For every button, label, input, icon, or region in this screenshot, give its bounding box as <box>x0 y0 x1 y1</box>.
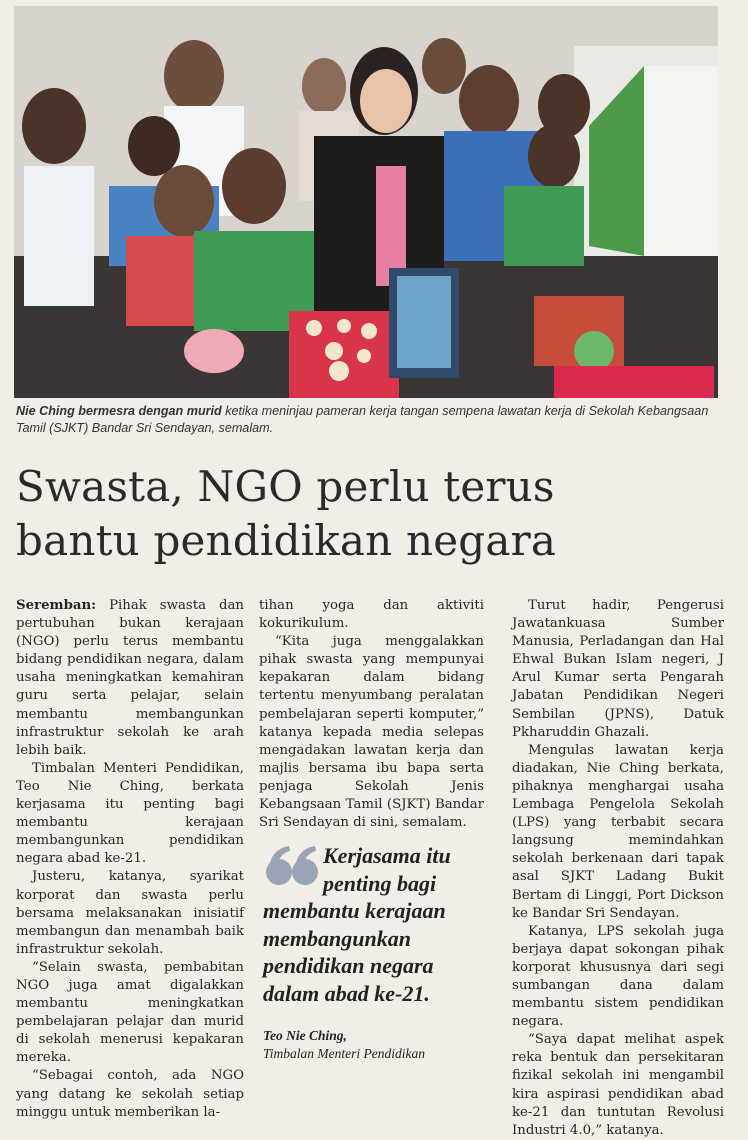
pull-quote-line: Kerjasama itu <box>323 843 451 868</box>
article-column-2 <box>259 597 484 832</box>
headline-line-2: bantu pendidikan negara <box>16 516 557 565</box>
dateline: Seremban: <box>16 598 97 613</box>
paragraph: Justeru, katanya, syarikat korporat dan swasta perlu bersama melaksanakan inisiatif membangun dan menambah baik infrastruktur sekolah. <box>16 869 244 957</box>
paragraph: Turut hadir, Pengerusi Jawatankuasa Sumber Manusia, Perladangan dan Hal Ehwal Bukan Islam negeri, J Arul Kumar serta Pengarah Jabatan Pendidikan Negeri Sembilan (JPNS), Datuk Pkharuddin Ghazali. <box>512 598 724 740</box>
paragraph: “Selain swasta, pembabitan NGO juga amat digalakkan membantu meningkatkan pembelajaran pelajar dan murid di sekolah menerusi kepakaran mereka. <box>16 959 244 1066</box>
article-column-1 <box>16 597 244 1122</box>
author-title: Timbalan Menteri Pendidikan <box>263 1046 425 1061</box>
paragraph <box>16 597 244 760</box>
caption-lead: Nie Ching bermesra dengan murid <box>16 404 222 418</box>
author-name: Teo Nie Ching, <box>263 1028 347 1043</box>
article-column-3 <box>512 597 724 1140</box>
paragraph: “Saya dapat melihat aspek reka bentuk dan persekitaran fizikal sekolah ini mengambil kira aspirasi pendidikan abad ke-21 dan tuntutan Revolusi Industri 4.0,” katanya. <box>512 1032 724 1138</box>
paragraph: Katanya, LPS sekolah juga berjaya dapat sokongan pihak korporat khususnya dari segi sumbangan dana dalam membantu sistem pendidikan negara. <box>512 923 724 1030</box>
photo-image <box>14 6 718 398</box>
headline <box>16 460 732 568</box>
quote-mark-icon <box>263 842 321 890</box>
caption-text: ketika meninjau pameran kerja tangan sempena lawatan kerja di Sekolah Kebangsaan Tamil (SJKT) Bandar Sri Sendayan, semalam. <box>16 404 709 435</box>
pull-quote-line: membantu kerajaan membangunkan pendidikan negara dalam abad ke-21. <box>263 898 446 1006</box>
pull-quote-attribution <box>263 1027 483 1063</box>
paragraph: Timbalan Menteri Pendidikan, Teo Nie Ching, berkata kerjasama itu penting bagi membantu kerajaan membangunkan pendidikan negara abad ke-21. <box>16 760 244 867</box>
article-photo <box>14 6 718 398</box>
paragraph: Mengulas lawatan kerja diadakan, Nie Ching berkata, pihaknya menghargai usaha Lembaga Pengelola Sekolah (LPS) yang terbabit secara langsung memindahkan sekolah berkenaan dari tapak asal SJKT Ladang Bukit Bertam di Linggi, Port Dickson ke Bandar Sri Sendayan. <box>512 742 724 921</box>
paragraph-text: Pihak swasta dan pertubuhan bukan kerajaan (NGO) perlu terus membantu bidang pendidikan negara, dalam usaha meningkatkan kemahiran guru serta pelajar, selain membantu membangunkan infrastruktur sekolah ke arah lebih baik. <box>16 598 244 758</box>
headline-line-1: Swasta, NGO perlu terus <box>16 462 555 511</box>
paragraph: “Sebagai contoh, ada NGO yang datang ke sekolah setiap minggu untuk memberikan la- <box>16 1068 244 1120</box>
pull-quote <box>263 842 483 1063</box>
photo-caption <box>16 403 732 437</box>
paragraph: “Kita juga menggalakkan pihak swasta yang mempunyai kepakaran dalam bidang tertentu menyumbang peralatan pembelajaran seperti komputer,” katanya kepada media selepas mengadakan lawatan kerja dan majlis bersama ibu bapa serta penjaga Sekolah Jenis Kebangsaan Tamil (SJKT) Bandar Sri Sendayan di sini, semalam. <box>259 634 484 831</box>
paragraph: tihan yoga dan aktiviti kokurikulum. <box>259 598 484 632</box>
pull-quote-line: penting bagi <box>323 870 437 896</box>
